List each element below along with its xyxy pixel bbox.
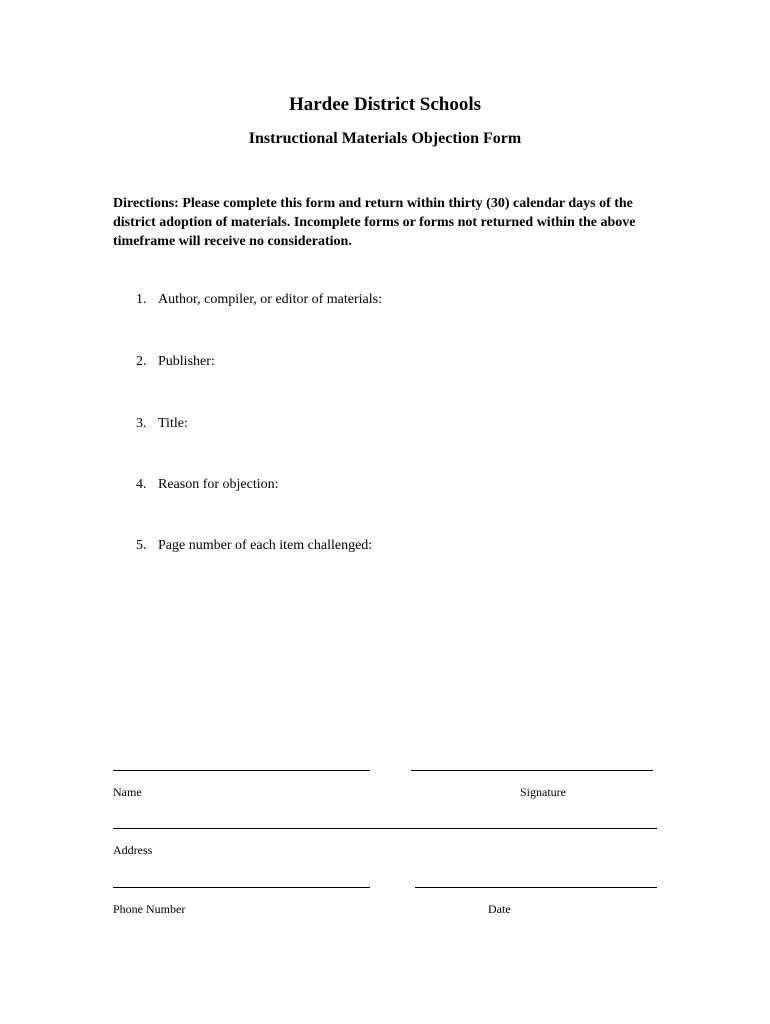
name-label: Name [113, 785, 142, 799]
question-item [136, 538, 372, 554]
page-title: Hardee District Schools [288, 94, 482, 115]
date-label: Date [488, 902, 511, 916]
phone-label: Phone Number [113, 902, 186, 916]
signature-label: Signature [520, 785, 566, 799]
address-line[interactable] [113, 828, 657, 829]
question-item [136, 292, 382, 308]
question-number: 3. [136, 416, 147, 431]
question-label: Author, compiler, or editor of materials: [158, 292, 382, 307]
question-label: Reason for objection: [158, 477, 279, 492]
question-number: 1. [136, 292, 147, 307]
question-label: Publisher: [158, 354, 215, 369]
signature-line[interactable] [411, 770, 653, 771]
address-label: Address [113, 843, 153, 857]
question-number: 4. [136, 477, 147, 492]
question-label: Title: [158, 416, 188, 431]
date-line[interactable] [415, 887, 657, 888]
question-item [136, 477, 279, 493]
question-number: 5. [136, 538, 147, 553]
question-item [136, 416, 188, 432]
form-subtitle: Instructional Materials Objection Form [248, 130, 522, 147]
directions-text: Directions: Please complete this form and return within thirty (30) calendar days of the district adoption of materials. Incomplete forms or forms not returned within the above timeframe will receive no consideration. [113, 196, 636, 249]
question-number: 2. [136, 354, 147, 369]
question-item [136, 354, 215, 370]
phone-line[interactable] [113, 887, 370, 888]
question-label: Page number of each item challenged: [158, 538, 373, 553]
name-line[interactable] [113, 770, 370, 771]
